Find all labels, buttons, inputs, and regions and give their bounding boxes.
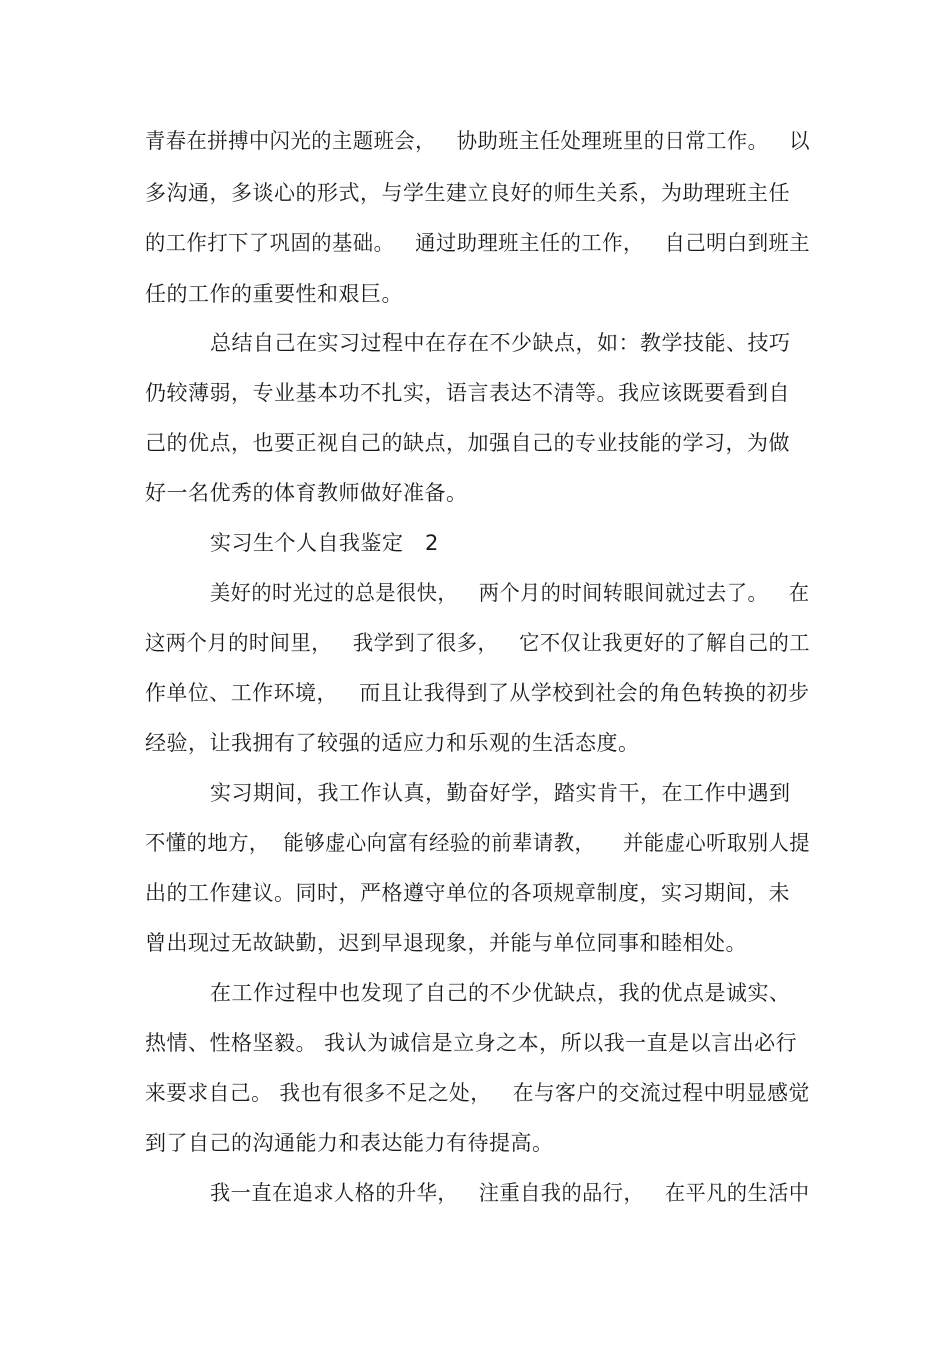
text-line: 多沟通，多谈心的形式，与学生建立良好的师生关系，为助理班主任 <box>145 181 790 205</box>
text-line: 到了自己的沟通能力和表达能力有待提高。 <box>145 1131 554 1155</box>
text-line: 热情、性格坚毅。 我认为诚信是立身之本，所以我一直是以言出必行 <box>145 1031 798 1055</box>
text-line: 青春在拼搏中闪光的主题班会， 协助班主任处理班里的日常工作。 以 <box>145 129 811 153</box>
text-line: 不懂的地方， 能够虚心向富有经验的前辈请教， 并能虚心听取别人提 <box>145 831 811 855</box>
text-line: 美好的时光过的总是很快， 两个月的时间转眼间就过去了。 在 <box>210 581 810 605</box>
text-line: 出的工作建议。同时，严格遵守单位的各项规章制度，实习期间，未 <box>145 881 790 905</box>
text-line: 曾出现过无故缺勤，迟到早退现象，并能与单位同事和睦相处。 <box>145 931 747 955</box>
text-line: 经验，让我拥有了较强的适应力和乐观的生活态度。 <box>145 731 640 755</box>
text-line: 己的优点，也要正视自己的缺点，加强自己的专业技能的学习，为做 <box>145 431 790 455</box>
text-line: 我一直在追求人格的升华， 注重自我的品行， 在平凡的生活中 <box>210 1181 810 1205</box>
text-line: 仍较薄弱，专业基本功不扎实，语言表达不清等。我应该既要看到自 <box>145 381 790 405</box>
section-heading: 实习生个人自我鉴定 2 <box>210 531 439 555</box>
text-line: 来要求自己。 我也有很多不足之处， 在与客户的交流过程中明显感觉 <box>145 1081 810 1105</box>
text-line: 任的工作的重要性和艰巨。 <box>145 282 403 306</box>
text-line: 在工作过程中也发现了自己的不少优缺点，我的优点是诚实、 <box>210 981 791 1005</box>
text-line: 作单位、工作环境， 而且让我得到了从学校到社会的角色转换的初步 <box>145 681 810 705</box>
text-line: 好一名优秀的体育教师做好准备。 <box>145 481 468 505</box>
text-line: 实习期间，我工作认真，勤奋好学，踏实肯干，在工作中遇到 <box>210 781 791 805</box>
text-line: 总结自己在实习过程中在存在不少缺点，如：教学技能、技巧 <box>210 331 791 355</box>
text-line: 的工作打下了巩固的基础。 通过助理班主任的工作， 自己明白到班主 <box>145 231 811 255</box>
text-line: 这两个月的时间里， 我学到了很多， 它不仅让我更好的了解自己的工 <box>145 631 811 655</box>
